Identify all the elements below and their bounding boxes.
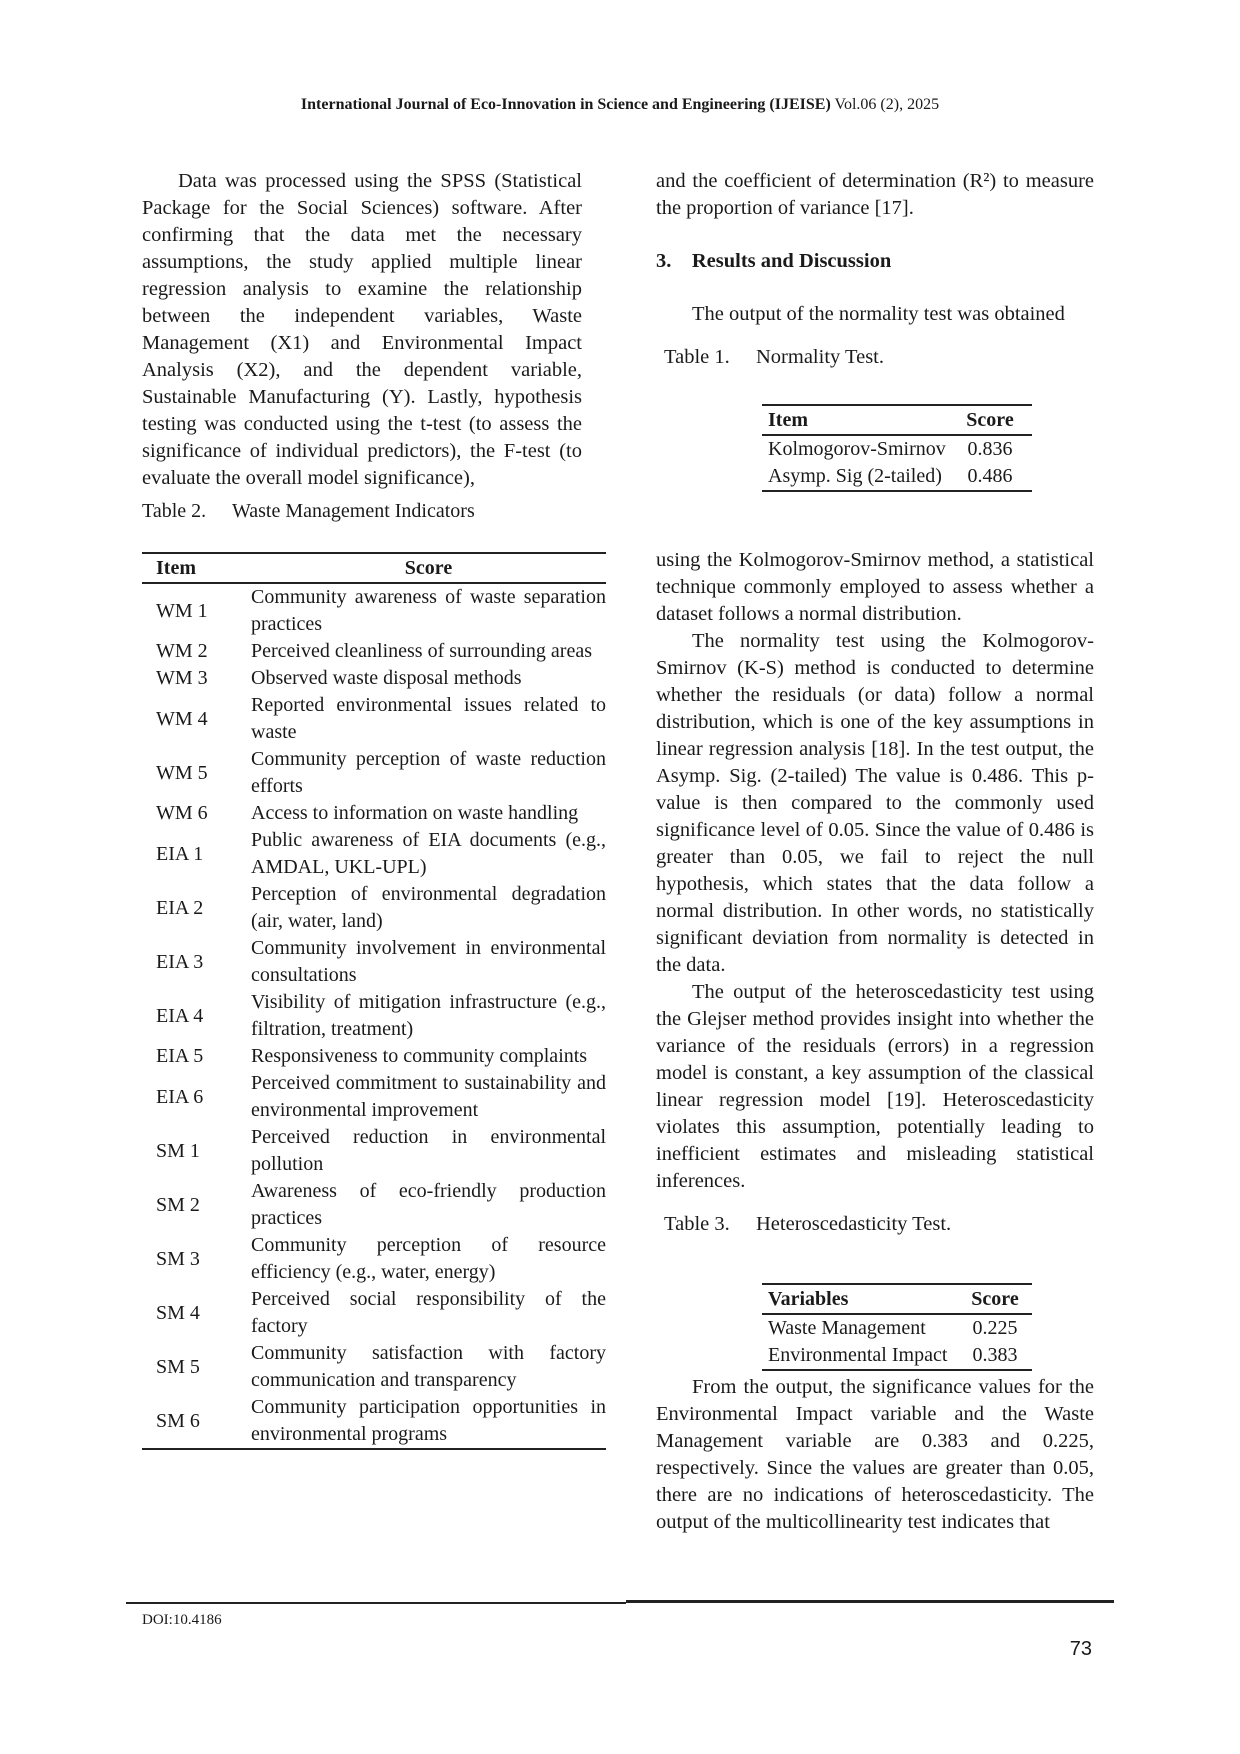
- ks-method-paragraph: using the Kolmogorov-Smirnov method, a statistical technique commonly employed to assess whether a dataset follows a normal distribution.: [656, 549, 1094, 625]
- table-cell-item: SM 1: [156, 1139, 200, 1162]
- table-cell-item: WM 5: [156, 761, 208, 784]
- table-header-row: [142, 553, 606, 583]
- table1-caption-label: Table 1.: [664, 346, 730, 368]
- table-cell-score: Awareness of eco-friendly production practices: [251, 1180, 606, 1229]
- table-cell-score: Perceived commitment to sustainability and environmental improvement: [251, 1072, 606, 1121]
- table-row: [142, 583, 606, 638]
- table-cell-score: 0.486: [948, 463, 1032, 491]
- section-number: 3.: [656, 250, 672, 272]
- table-cell-score: 0.836: [967, 438, 1013, 460]
- table-cell-score: 0.225: [972, 1317, 1018, 1339]
- table-row: [142, 881, 606, 935]
- table-row: [142, 935, 606, 989]
- table-cell-variable: Environmental Impact: [762, 1342, 958, 1370]
- table-cell-score: 0.383: [958, 1342, 1032, 1370]
- footer-divider-right: [626, 1600, 1114, 1603]
- table-cell-score: Public awareness of EIA documents (e.g., AMDAL, UKL-UPL): [251, 829, 606, 878]
- table-cell-item: SM 3: [156, 1247, 200, 1270]
- table-cell-score: Perceived social responsibility of the factory: [251, 1288, 606, 1337]
- table-cell-item: Kolmogorov-Smirnov: [768, 438, 946, 460]
- column-header-item: Item: [142, 553, 251, 583]
- column-header-score: Score: [948, 405, 1032, 435]
- table-cell-score: Community participation opportunities in environmental programs: [251, 1394, 606, 1449]
- table-cell-score: Perceived reduction in environmental pollution: [251, 1126, 606, 1175]
- table-cell-score: Observed waste disposal methods: [251, 667, 522, 689]
- table1-caption: [656, 344, 1094, 371]
- table1-caption-title: Normality Test.: [756, 346, 885, 368]
- table-row: [142, 746, 606, 800]
- table-cell-score: Perceived cleanliness of surrounding areas: [251, 640, 592, 662]
- table3-caption-label: Table 3.: [664, 1213, 730, 1235]
- table-cell-item: EIA 6: [156, 1085, 204, 1108]
- section-title: Results and Discussion: [691, 250, 892, 272]
- table-cell-score: Visibility of mitigation infrastructure (e.g., filtration, treatment): [251, 991, 606, 1040]
- table-cell-item: EIA 3: [156, 950, 204, 973]
- table-row: [142, 1178, 606, 1232]
- running-header: [0, 96, 1240, 114]
- table-cell-item: SM 6: [142, 1394, 251, 1449]
- table-header-row: [762, 405, 1032, 435]
- page-number: 73: [1069, 1638, 1092, 1660]
- table-row: [142, 989, 606, 1043]
- table-cell-score: Community involvement in environmental consultations: [251, 937, 606, 986]
- results-paragraph: From the output, the significance values for the Environmental Impact variable and the Waste Management variable are 0.383 and 0.225, respectively. Since the values are greater than 0.05, there are no indications of heteroscedasticity. The output of the multicollinearity test indicates that: [656, 1376, 1094, 1533]
- table-cell-score: Community perception of resource efficiency (e.g., water, energy): [251, 1234, 606, 1283]
- table-row: [142, 1124, 606, 1178]
- table-cell-score: Reported environmental issues related to waste: [251, 694, 606, 743]
- table-cell-score: Responsiveness to community complaints: [251, 1045, 588, 1067]
- normality-intro-paragraph: The output of the normality test was obtained: [692, 303, 1065, 325]
- column-header-score: Score: [958, 1284, 1032, 1314]
- table-cell-item: EIA 4: [156, 1004, 204, 1027]
- table3-caption-title: Heteroscedasticity Test.: [756, 1213, 952, 1235]
- table-cell-item: SM 4: [156, 1301, 200, 1324]
- normality-detail-paragraph: The normality test using the Kolmogorov-Smirnov (K-S) method is conducted to determine whether the residuals (or data) follow a normal distribution, which is one of the key assumptions in linear regression analysis [18]. In the test output, the Asymp. Sig. (2-tailed) The value is 0.486. This p-value is then compared to the commonly used significance level of 0.05. Since the value of 0.486 is greater than 0.05, we fail to reject the null hypothesis, which states that the data follow a normal distribution. In other words, no statistically significant deviation from normality is detected in the data.: [656, 630, 1094, 976]
- table-cell-item: WM 6: [156, 802, 208, 824]
- table-cell-item: EIA 5: [156, 1045, 204, 1067]
- table-row: [142, 827, 606, 881]
- table-cell-item: SM 5: [156, 1355, 200, 1378]
- table-cell-score: Community satisfaction with factory communication and transparency: [251, 1342, 606, 1391]
- column-header-item: Item: [762, 405, 948, 435]
- table-row: [142, 800, 606, 827]
- table-cell-item: WM 1: [156, 599, 208, 622]
- table-cell-item: EIA 2: [156, 896, 204, 919]
- table-cell-item: WM 4: [156, 707, 208, 730]
- table-cell-score: Community perception of waste reduction efforts: [251, 748, 606, 797]
- table-row: [762, 463, 1032, 491]
- table3-caption: [656, 1211, 1094, 1238]
- left-column: [142, 168, 582, 492]
- table-row: [142, 665, 606, 692]
- table-row: [142, 1394, 606, 1449]
- table-row: [142, 638, 606, 665]
- table-cell-variable: Waste Management: [768, 1317, 926, 1339]
- heteroscedasticity-test-table: [762, 1283, 1032, 1371]
- table-cell-score: Community awareness of waste separation practices: [251, 586, 606, 635]
- table-row: [762, 1342, 1032, 1370]
- doi-footer: DOI:10.4186: [142, 1612, 222, 1628]
- journal-title: International Journal of Eco-Innovation in Science and Engineering (IJEISE): [300, 96, 831, 113]
- continuation-paragraph: and the coefficient of determination (R²) to measure the proportion of variance [17].: [656, 170, 1094, 219]
- table-row: [142, 692, 606, 746]
- column-header-variables: Variables: [762, 1284, 958, 1314]
- table-cell-item: WM 2: [156, 640, 208, 662]
- table2-caption-label: Table 2.: [142, 500, 207, 522]
- table-header-row: [762, 1284, 1032, 1314]
- journal-issue: Vol.06 (2), 2025: [834, 96, 940, 113]
- table-cell-item: WM 3: [156, 667, 208, 689]
- table-row: [142, 1232, 606, 1286]
- table-cell-item: SM 2: [156, 1193, 200, 1216]
- table-row: [762, 435, 1032, 463]
- table-cell-item: Asymp. Sig (2-tailed): [762, 463, 948, 491]
- waste-management-indicators-table: [142, 552, 606, 1450]
- table-cell-item: EIA 1: [156, 842, 204, 865]
- table-row: [142, 1043, 606, 1070]
- table-cell-score: Access to information on waste handling: [251, 802, 579, 824]
- table-cell-score: Perception of environmental degradation (air, water, land): [251, 883, 606, 932]
- glejser-paragraph: The output of the heteroscedasticity test using the Glejser method provides insight into whether the variance of the residuals (errors) in a regression model is constant, a key assumption of the classical linear regression model [19]. Heteroscedasticity violates this assumption, potentially leading to inefficient estimates and misleading statistical inferences.: [656, 981, 1094, 1192]
- table-row: [142, 1070, 606, 1124]
- table-row: [142, 1286, 606, 1340]
- table2-caption: [142, 500, 475, 523]
- section-heading: [656, 248, 1094, 275]
- methods-paragraph: Data was processed using the SPSS (Statistical Package for the Social Sciences) software. After confirming that the data met the necessary assumptions, the study applied multiple linear regression analysis to examine the relationship between the independent variables, Waste Management (X1) and Environmental Impact Analysis (X2), and the dependent variable, Sustainable Manufacturing (Y). Lastly, hypothesis testing was conducted using the t-test (to assess the significance of individual predictors), the F-test (to evaluate the overall model significance),: [142, 170, 582, 489]
- normality-test-table: [762, 404, 1032, 492]
- footer-divider-left: [126, 1602, 626, 1604]
- table-row: [142, 1340, 606, 1394]
- table-row: [762, 1314, 1032, 1342]
- column-header-score: Score: [251, 553, 606, 583]
- table2-caption-title: Waste Management Indicators: [232, 500, 475, 522]
